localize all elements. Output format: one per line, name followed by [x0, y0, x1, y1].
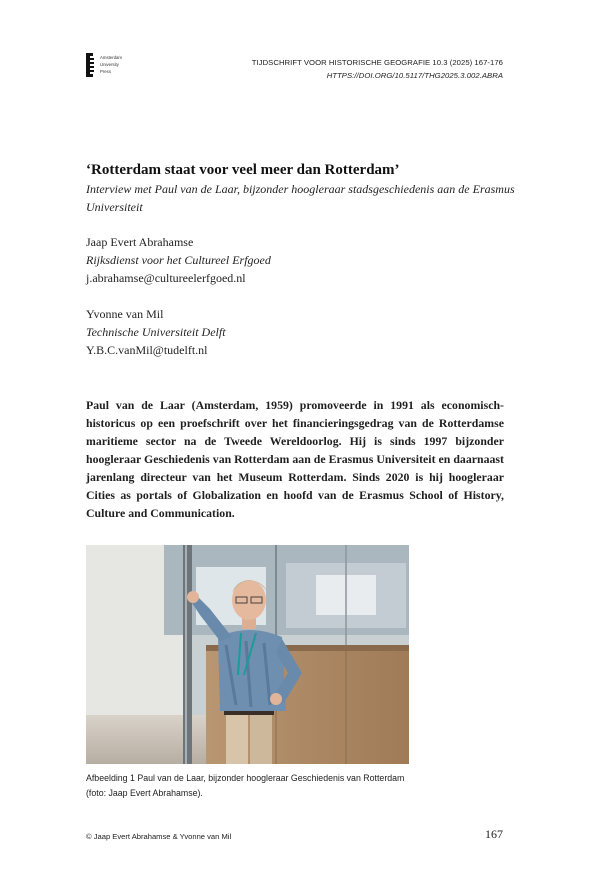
publisher-logo: [86, 53, 146, 79]
journal-citation: TIJDSCHRIFT VOOR HISTORISCHE GEOGRAFIE 10.3 (2025) 167-176: [251, 58, 503, 67]
author-block: [86, 305, 486, 359]
author-name: Jaap Evert Abrahamse: [86, 235, 194, 249]
aup-logo-icon: [86, 53, 93, 77]
copyright-notice: © Jaap Evert Abrahamse & Yvonne van Mil: [86, 832, 232, 841]
doi-link[interactable]: HTTPS://DOI.ORG/10.5117/THG2025.3.002.ABRA: [326, 70, 503, 80]
figure-photo: [86, 545, 409, 764]
article-subtitle: Interview met Paul van de Laar, bijzonder hoogleraar stadsgeschiedenis aan de Erasmus Universiteit: [86, 182, 515, 214]
author-email[interactable]: j.abrahamse@cultureelerfgoed.nl: [86, 271, 246, 285]
article-title: ‘Rotterdam staat voor veel meer dan Rotterdam’: [86, 162, 400, 178]
figure-caption: Afbeelding 1 Paul van de Laar, bijzonder hoogleraar Geschiedenis van Rotterdam (foto: Jaap Evert Abrahamse).: [86, 773, 405, 798]
author-email[interactable]: Y.B.C.vanMil@tudelft.nl: [86, 343, 208, 357]
portrait-photo-icon: [86, 545, 409, 764]
publisher-logo-text: Amsterdam University Press: [100, 55, 122, 74]
running-header: [252, 57, 503, 82]
author-name: Yvonne van Mil: [86, 307, 164, 321]
page-number: 167: [485, 827, 503, 841]
author-affiliation: Rijksdienst voor het Cultureel Erfgoed: [86, 253, 271, 267]
author-block: [86, 233, 486, 287]
author-affiliation: Technische Universiteit Delft: [86, 325, 226, 339]
article-abstract: Paul van de Laar (Amsterdam, 1959) promoveerde in 1991 als economisch-historicus op een proefschrift over het financieringsgedrag van de Rotterdamse maritieme sector na de Tweede Wereldoorlog. Hij is sinds 1997 bijzonder hoogleraar Geschiedenis van Rotterdam aan de Erasmus Universiteit en daarnaast jarenlang directeur van het Museum Rotterdam. Sinds 2020 is hij hoogleraar Cities as portals of Globalization en hoofd van de Erasmus School of History, Culture and Communication.: [86, 398, 504, 520]
